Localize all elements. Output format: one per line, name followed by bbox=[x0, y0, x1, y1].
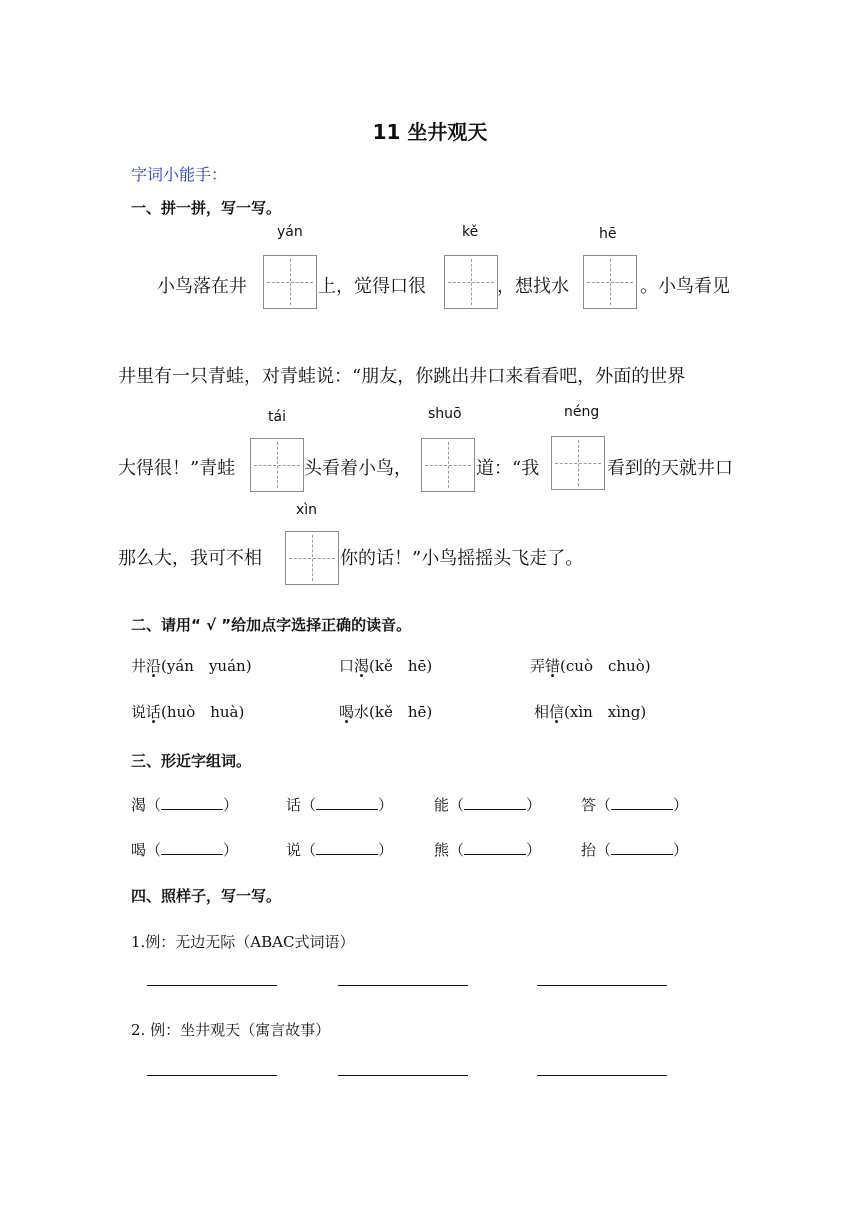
answer-line[interactable] bbox=[537, 985, 667, 986]
answer-line[interactable] bbox=[537, 1075, 667, 1076]
answer-blank bbox=[161, 840, 223, 855]
passage-line3-c: 道：“我 bbox=[476, 458, 540, 479]
word-group-7[interactable]: 熊（ ） bbox=[434, 841, 542, 859]
word-group-3[interactable]: 能（ ） bbox=[434, 796, 542, 814]
passage-line1-a: 小鸟落在井 bbox=[157, 276, 247, 297]
pinyin-tai: tái bbox=[268, 409, 286, 425]
pinyin-ke: kě bbox=[462, 224, 479, 240]
pinyin-yan: yán bbox=[277, 224, 303, 240]
passage-line4-b: 你的话！”小鸟摇摇头飞走了。 bbox=[340, 548, 584, 569]
pinyin-xin: xìn bbox=[296, 502, 318, 518]
passage-line3-a: 大得很！”青蛙 bbox=[118, 458, 236, 479]
answer-line[interactable] bbox=[338, 985, 468, 986]
answer-blank bbox=[611, 795, 673, 810]
writing-box-shuo[interactable] bbox=[421, 438, 475, 492]
word-group-4[interactable]: 答（ ） bbox=[581, 796, 689, 814]
word-group-6[interactable]: 说（ ） bbox=[286, 841, 394, 859]
passage-line3-b: 头看着小鸟， bbox=[304, 458, 412, 479]
word-group-2[interactable]: 话（ ） bbox=[286, 796, 394, 814]
reading-item-hua[interactable]: 说话(huò huà) bbox=[131, 703, 245, 721]
section3-heading: 三、形近字组词。 bbox=[131, 752, 252, 770]
pinyin-neng: néng bbox=[564, 404, 600, 420]
writing-box-xin[interactable] bbox=[285, 531, 339, 585]
reading-item-yan[interactable]: 井沿(yán yuán) bbox=[131, 657, 252, 675]
answer-blank bbox=[464, 840, 526, 855]
passage-line4-a: 那么大，我可不相 bbox=[118, 548, 262, 569]
section1-heading: 一、拼一拼，写一写。 bbox=[131, 199, 282, 217]
reading-item-he[interactable]: 喝水(kě hē) bbox=[339, 703, 433, 721]
pinyin-he: hē bbox=[599, 226, 617, 242]
passage-line2: 井里有一只青蛙，对青蛙说：“朋友，你跳出井口来看看吧，外面的世界 bbox=[118, 366, 686, 387]
question-1: 1.例：无边无际（ABAC式词语） bbox=[131, 933, 355, 951]
passage-line1-c: ，想找水 bbox=[497, 276, 569, 297]
answer-line[interactable] bbox=[147, 985, 277, 986]
passage-line1-b: 上，觉得口很 bbox=[318, 276, 426, 297]
answer-blank bbox=[316, 795, 378, 810]
answer-blank bbox=[316, 840, 378, 855]
answer-blank bbox=[611, 840, 673, 855]
answer-line[interactable] bbox=[338, 1075, 468, 1076]
passage-line3-d: 看到的天就井口 bbox=[607, 458, 733, 479]
answer-line[interactable] bbox=[147, 1075, 277, 1076]
answer-blank bbox=[464, 795, 526, 810]
answer-blank bbox=[161, 795, 223, 810]
writing-box-neng[interactable] bbox=[551, 436, 605, 490]
writing-box-he[interactable] bbox=[583, 255, 637, 309]
section2-heading: 二、请用“ √ ”给加点字选择正确的读音。 bbox=[131, 616, 412, 634]
passage-line1-d: 。小鸟看见 bbox=[640, 276, 730, 297]
writing-box-yan[interactable] bbox=[263, 255, 317, 309]
subheading: 字词小能手： bbox=[131, 165, 228, 184]
pinyin-shuo: shuō bbox=[428, 406, 462, 422]
reading-item-cuo[interactable]: 弄错(cuò chuò) bbox=[530, 657, 651, 675]
page-title: 11 坐井观天 bbox=[372, 120, 488, 144]
word-group-8[interactable]: 抬（ ） bbox=[581, 841, 689, 859]
writing-box-tai[interactable] bbox=[250, 438, 304, 492]
section4-heading: 四、照样子，写一写。 bbox=[131, 887, 282, 905]
question-2: 2. 例：坐井观天（寓言故事） bbox=[131, 1021, 331, 1039]
word-group-1[interactable]: 渴（ ） bbox=[131, 796, 239, 814]
reading-item-xin[interactable]: 相信(xìn xìng) bbox=[534, 703, 647, 721]
writing-box-ke[interactable] bbox=[444, 255, 498, 309]
reading-item-ke[interactable]: 口渴(kě hē) bbox=[339, 657, 433, 675]
word-group-5[interactable]: 喝（ ） bbox=[131, 841, 239, 859]
